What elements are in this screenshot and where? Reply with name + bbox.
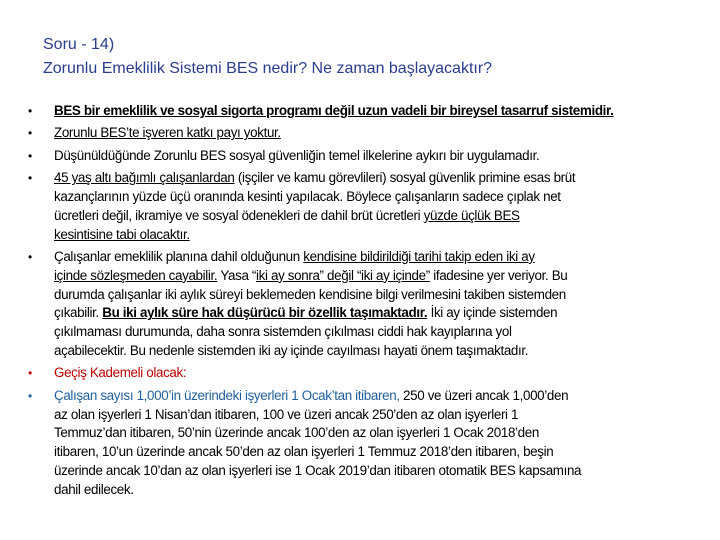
text-line — [54, 406, 718, 425]
list-item — [28, 387, 718, 500]
list-item — [28, 248, 718, 361]
text-line — [54, 169, 718, 188]
text-line — [54, 226, 718, 245]
text-segment: iki ay sonra” değil “iki ay içinde” — [256, 267, 430, 283]
text-line — [54, 364, 718, 383]
bullet-dot-icon: • — [28, 366, 33, 381]
text-segment: Yasa “ — [217, 267, 257, 283]
text-segment: çıkılmaması durumunda, daha sonra sistemden çıkılması ciddi hak kayıplarına yol — [54, 324, 512, 340]
bullet-list — [28, 102, 718, 503]
text-segment: dahil edilecek. — [54, 481, 134, 497]
slide-title — [43, 33, 492, 81]
text-segment: İki ay içinde sistemden — [427, 305, 558, 321]
text-segment: Düşünüldüğünde Zorunlu BES sosyal güvenliğin temel ilkelerine aykırı bir uygulamadır. — [54, 147, 540, 163]
text-segment: Çalışan sayısı 1,000’in üzerindeki işyerleri 1 Ocak’tan itibaren, — [54, 387, 400, 403]
text-segment: 250 ve üzeri ancak 1,000’den — [399, 387, 569, 403]
bullet-dot-icon: • — [28, 249, 33, 264]
bullet-dot-icon: • — [28, 104, 33, 118]
text-line — [54, 267, 718, 286]
list-item — [28, 102, 718, 121]
text-segment: kendisine bildirildiği tarihi takip eden iki ay — [303, 248, 535, 264]
list-item — [28, 364, 718, 383]
text-segment: (işçiler ve kamu görevlileri) sosyal güvenlik primine esas brüt — [234, 170, 576, 186]
text-segment: BES bir emeklilik ve sosyal sigorta programı değil uzun vadeli bir bireysel tasarruf sistemidir. — [54, 103, 614, 118]
text-line — [54, 481, 718, 500]
text-line — [54, 124, 718, 143]
text-line — [54, 304, 718, 323]
text-segment: açabilecektir. Bu nedenle sistemden iki ay içinde cayılması hayati önem taşımaktadır. — [54, 342, 529, 358]
text-line — [54, 286, 718, 305]
bullet-dot-icon: • — [28, 126, 33, 141]
list-item — [28, 124, 718, 143]
text-segment: kesintisine tabi olacaktır. — [54, 226, 190, 242]
text-line — [54, 323, 718, 342]
bullet-dot-icon: • — [28, 148, 33, 163]
text-segment: kazançlarının yüzde üçü oranında kesinti yapılacak. Böylece çalışanların sadece çıplak net — [54, 188, 561, 204]
text-segment: az olan işyerleri 1 Nisan’dan itibaren, 100 ve üzeri ancak 250’den az olan işyerleri 1 — [54, 406, 519, 422]
text-line — [54, 147, 718, 166]
text-segment: itibaren, 10’un üzerinde ancak 50’den az olan işyerleri 1 Temmuz 2018’den itibaren, beşin — [54, 444, 554, 460]
text-segment: içinde sözleşmeden cayabilir. — [54, 267, 218, 283]
bullet-dot-icon: • — [28, 388, 33, 403]
text-segment: üzerinde ancak 10’dan az olan işyerleri ise 1 Ocak 2019’dan itibaren otomatik BES kapsamına — [54, 462, 582, 478]
text-segment: ifadesine yer veriyor. Bu — [429, 267, 568, 283]
question-number: Soru - 14) — [43, 36, 115, 53]
text-segment: Çalışanlar emeklilik planına dahil olduğunun — [54, 248, 304, 264]
text-segment: çıkabilir. — [54, 305, 103, 321]
text-segment: yüzde üçlük BES — [423, 207, 520, 223]
text-line — [54, 102, 718, 121]
text-segment: Temmuz’dan itibaren, 50’nin üzerinde ancak 100’den az olan işyerleri 1 Ocak 2018’den — [54, 425, 539, 441]
text-line — [54, 188, 718, 207]
text-line — [54, 342, 718, 361]
text-line — [54, 424, 718, 443]
text-segment: Zorunlu BES’te işveren katkı payı yoktur. — [54, 125, 281, 141]
text-line — [54, 207, 718, 226]
list-item — [28, 147, 718, 166]
bullet-dot-icon: • — [28, 171, 33, 186]
text-line — [54, 387, 718, 406]
text-segment: Geçiş Kademeli olacak: — [54, 365, 187, 381]
text-segment: Bu iki aylık süre hak düşürücü bir özellik taşımaktadır. — [102, 305, 428, 321]
text-segment: durumda çalışanlar iki aylık süreyi beklemeden kendisine bilgi verilmesini takiben sistemden — [54, 286, 566, 302]
text-line — [54, 462, 718, 481]
list-item — [28, 169, 718, 244]
text-line — [54, 248, 718, 267]
text-segment: 45 yaş altı bağımlı çalışanlardan — [54, 170, 235, 186]
question-text: Zorunlu Emeklilik Sistemi BES nedir? Ne zaman başlayacaktır? — [43, 60, 493, 77]
text-line — [54, 443, 718, 462]
text-segment: ücretleri değil, ikramiye ve sosyal ödenekleri de dahil brüt ücretleri — [54, 207, 424, 223]
